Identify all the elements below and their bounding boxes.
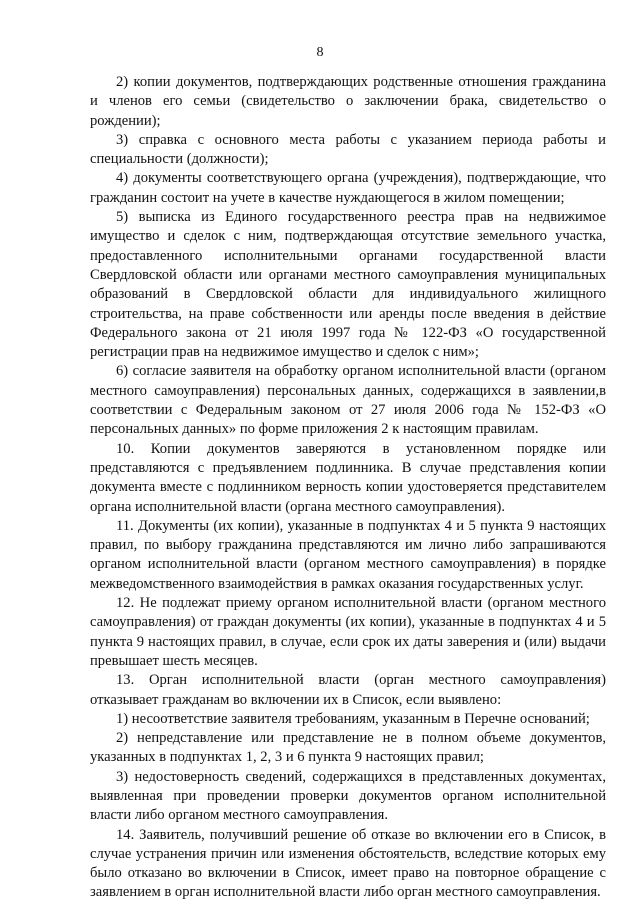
paragraph-refusal-item-2: 2) непредставление или представление не в полном объеме документов, указанных в подпунктах 1, 2, 3 и 6 пункта 9 настоящих правил;	[90, 730, 606, 766]
paragraph-item-4-housing-registration: 4) документы соответствующего органа (учреждения), подтверждающие, что гражданин состоит на учете в качестве нуждающегося в жилом помещении;	[90, 170, 606, 206]
paragraph-item-6-personal-data-consent: 6) согласие заявителя на обработку органом исполнительной власти (органом местного самоуправления) персональных данных, содержащихся в заявлении,в соответствии с Федеральным законом от 27 июля 2006 года № 152-ФЗ «О персональных данных» по форме приложения 2 к настоящим правилам.	[90, 363, 606, 438]
document-body	[90, 73, 606, 903]
paragraph-item-2-family-documents: 2) копии документов, подтверждающих родственные отношения гражданина и членов его семьи (свидетельство о заключении брака, свидетельство о рождении);	[90, 74, 606, 129]
page-number: 8	[316, 45, 324, 60]
paragraph-12-document-rejection: 12. Не подлежат приему органом исполнительной власти (органом местного самоуправления) от граждан документы (их копии), указанные в подпунктах 4 и 5 пункта 9 настоящих правил, в случае, если срок их даты заверения и (или) выдачи превышает шесть месяцев.	[90, 595, 606, 669]
paragraph-14-repeat-application: 14. Заявитель, получивший решение об отказе во включении его в Список, в случае устранения причин или изменения обстоятельств, вследствие которых ему было отказано во включении в Список, имеет право на повторное обращение с заявлением в орган исполнительной власти либо орган местного самоуправления.	[90, 826, 606, 901]
paragraph-item-5-registry-extract: 5) выписка из Единого государственного реестра прав на недвижимое имущество и сделок с ним, подтверждающая отсутствие земельного участка, предоставленного исполнительными органами государственной власти Свердловской области или органами местного самоуправления муниципальных образований в Свердловской области для индивидуального жилищного строительства, на праве собственности или аренды после введения в действие Федерального закона от 21 июля 1997 года № 122-ФЗ «О государственной регистрации прав на недвижимое имущество и сделок с ним»;	[90, 209, 606, 361]
paragraph-11-document-request: 11. Документы (их копии), указанные в подпунктах 4 и 5 пункта 9 настоящих правил, по выбору гражданина представляются им лично либо запрашиваются органом исполнительной власти (органом местного самоуправления) в порядке межведомственного взаимодействия в рамках оказания государственных услуг.	[90, 517, 606, 592]
paragraph-13-refusal-grounds: 13. Орган исполнительной власти (орган местного самоуправления) отказывает гражданам во включении их в Список, если выявлено:	[90, 672, 606, 708]
paragraph-refusal-item-1: 1) несоответствие заявителя требованиям, указанным в Перечне оснований;	[116, 710, 590, 727]
paragraph-item-3-employment-certificate: 3) справка с основного места работы с указанием периода работы и специальности (должности);	[90, 131, 606, 168]
paragraph-refusal-item-3: 3) недостоверность сведений, содержащихся в представленных документах, выявленная при проведении проверки документов органом исполнительной власти либо органом местного самоуправления.	[90, 768, 606, 824]
paragraph-10-copies-certification: 10. Копии документов заверяются в установленном порядке или представляются с предъявлением подлинника. В случае представления копии документа вместе с подлинником верность копии удостоверяется представителем органа исполнительной власти (органа местного самоуправления).	[90, 440, 606, 515]
